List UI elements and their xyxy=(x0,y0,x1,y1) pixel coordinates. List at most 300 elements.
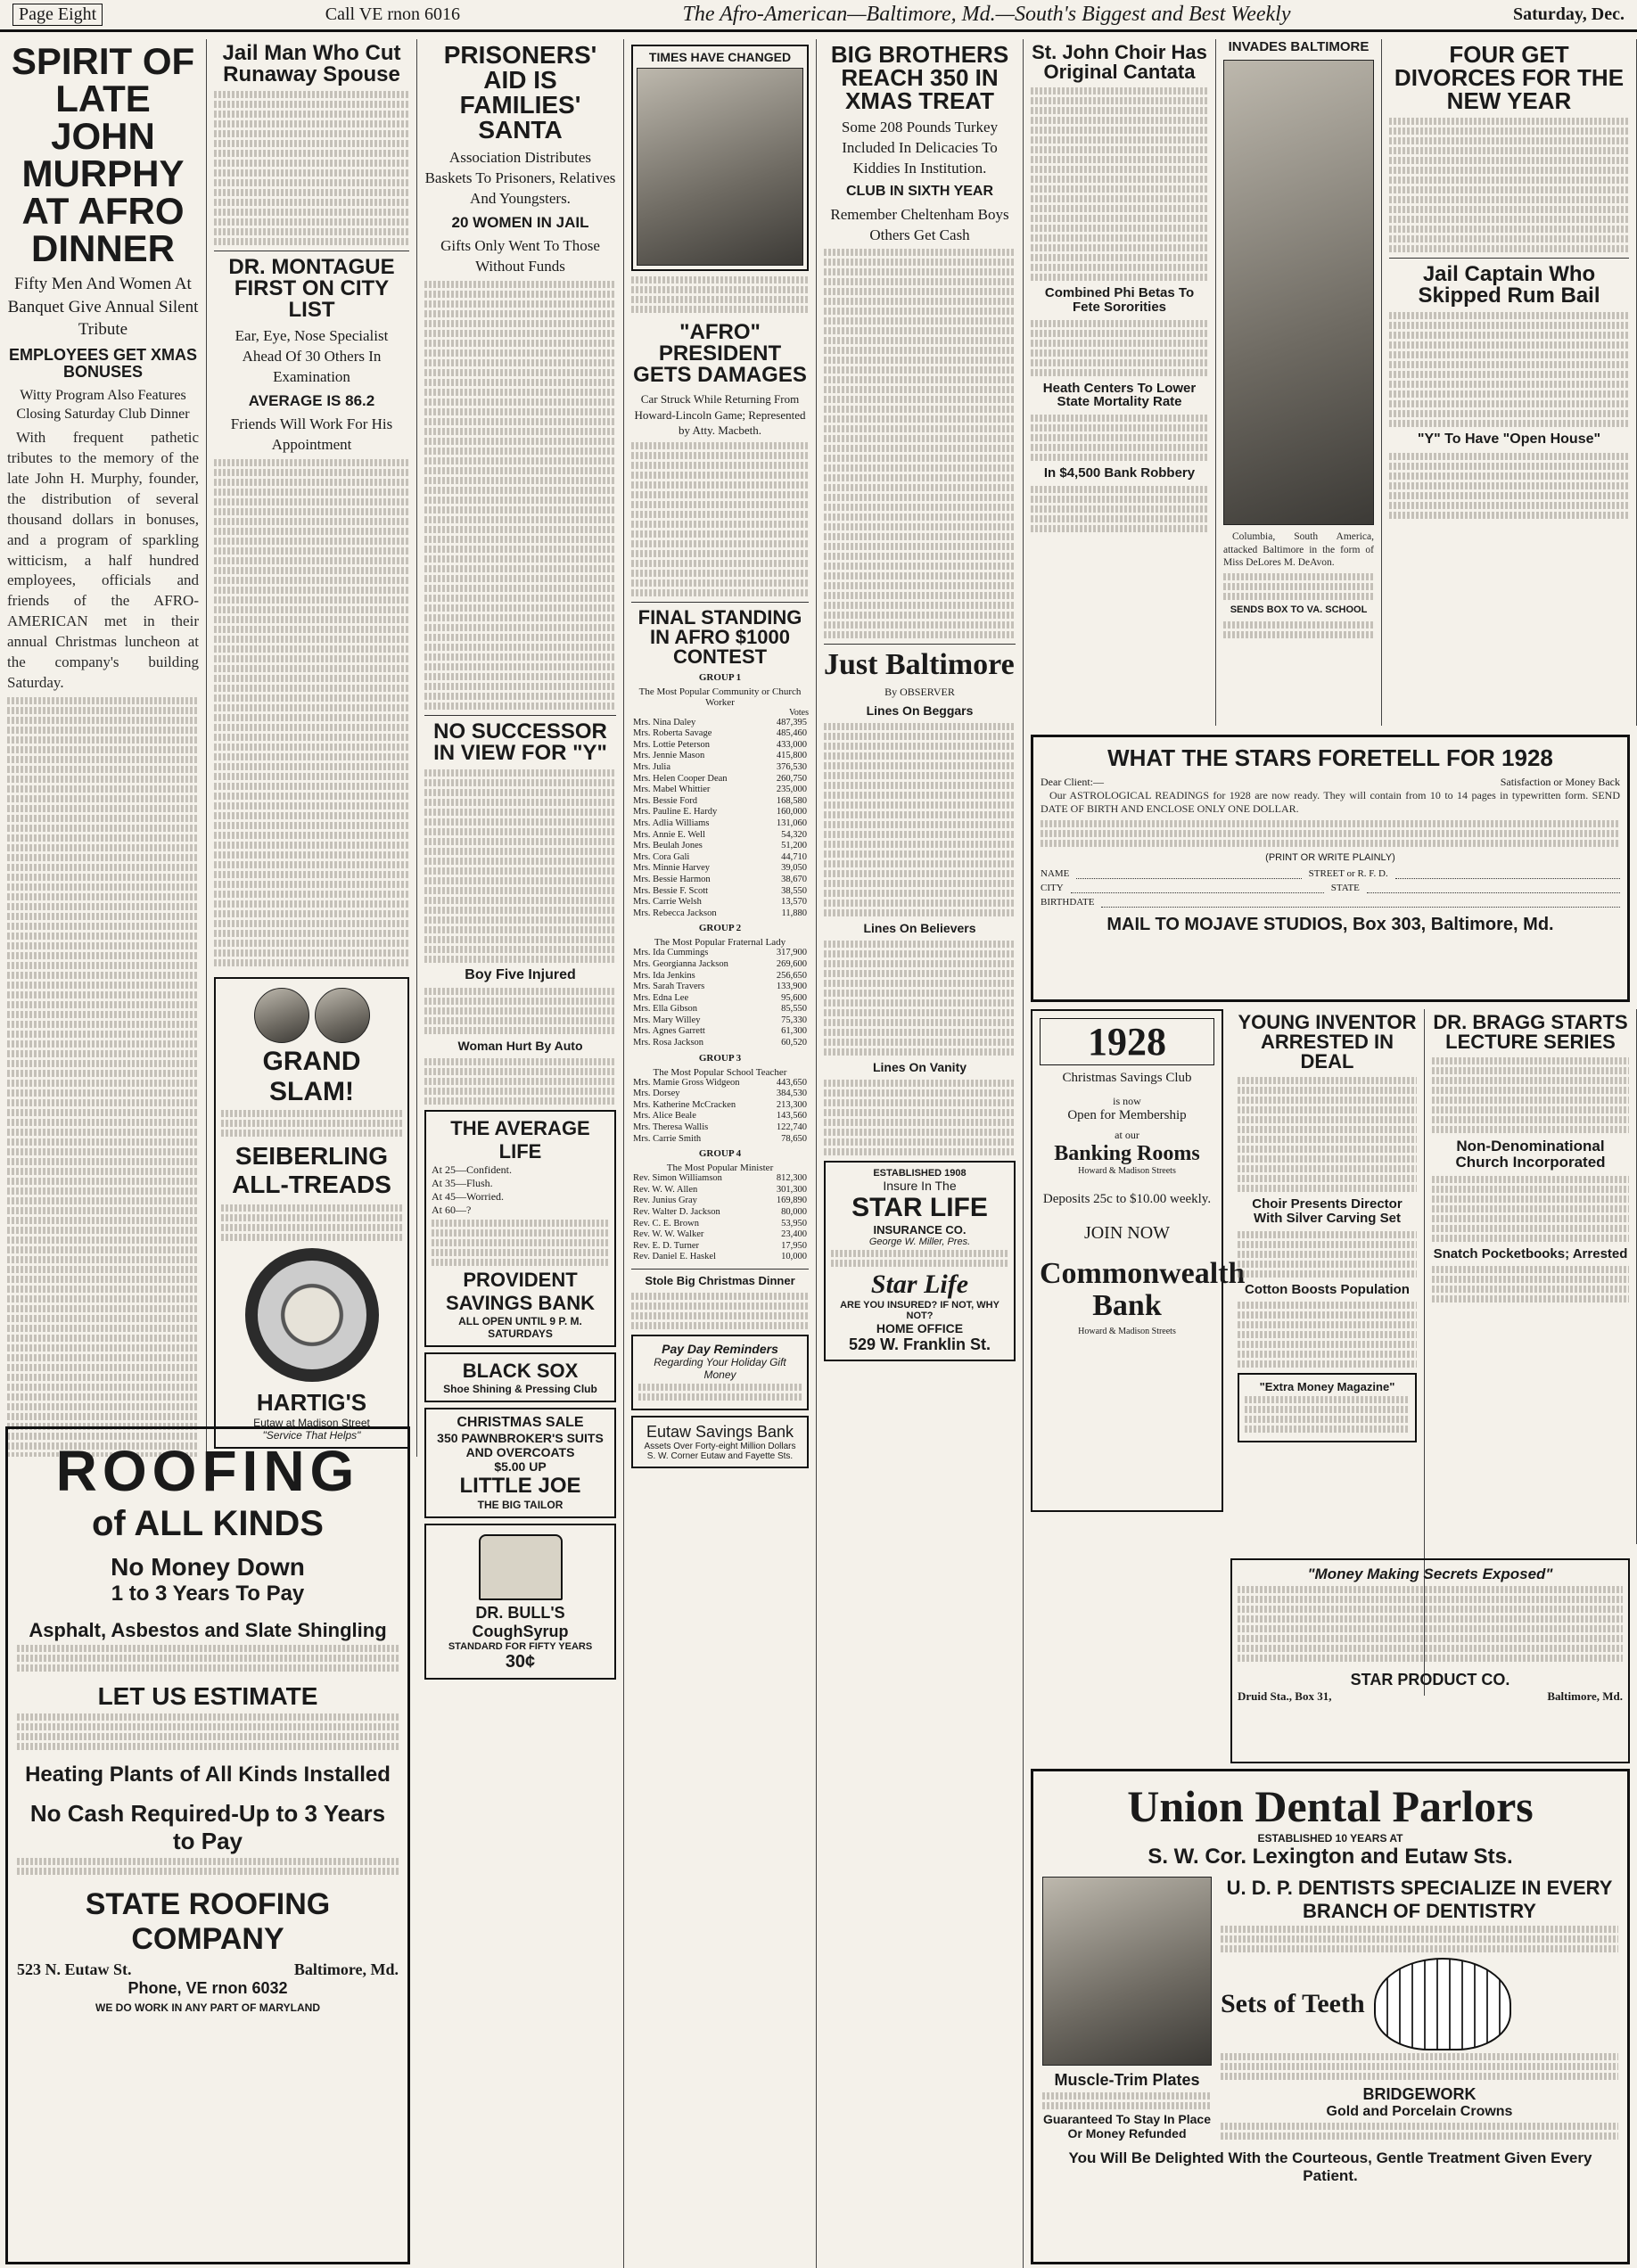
club-at-our: at our xyxy=(1115,1129,1139,1141)
votes-label: Votes xyxy=(788,707,809,718)
sub-open-house: "Y" To Have "Open House" xyxy=(1417,431,1601,447)
group1-subtitle: The Most Popular Community or Church Worker xyxy=(638,686,802,708)
magazine-title: "Extra Money Magazine" xyxy=(1259,1380,1395,1394)
page-number: Page Eight xyxy=(12,4,103,26)
club-year: 1928 xyxy=(1040,1018,1214,1065)
estimate: LET US ESTIMATE xyxy=(97,1682,318,1710)
contest-row xyxy=(631,959,809,971)
contest-row xyxy=(631,908,809,920)
gold-crowns: Gold and Porcelain Crowns xyxy=(1326,2104,1513,2119)
contest-row xyxy=(631,740,809,752)
dental-guarantee: Guaranteed To Stay In Place Or Money Refunded xyxy=(1042,2112,1212,2141)
contestant-votes: 61,300 xyxy=(781,1026,807,1037)
dental-delighted: You Will Be Delighted With the Courteous, Gentle Treatment Given Every Patient. xyxy=(1068,2149,1592,2184)
home-office: HOME OFFICE xyxy=(876,1320,964,1335)
contest-row xyxy=(631,841,809,852)
roofing-city: Baltimore, Md. xyxy=(293,1960,399,1978)
deck-afro-president: Car Struck While Returning From Howard-Lincoln Game; Represented by Atty. Macbeth. xyxy=(634,392,806,438)
contestant-votes: 10,000 xyxy=(781,1252,807,1262)
contestant-votes: 39,050 xyxy=(781,863,807,874)
contest-row xyxy=(631,971,809,982)
contest-row xyxy=(631,1038,809,1049)
contestant-votes: 131,060 xyxy=(776,818,807,828)
contestant-votes: 13,570 xyxy=(781,897,807,908)
group4-title: GROUP 4 xyxy=(698,1148,742,1160)
dental-left xyxy=(1042,1877,1212,2142)
contestant-votes: 317,900 xyxy=(776,948,807,958)
article-filler xyxy=(1432,1057,1629,1133)
sub-deck-cheltenham: Remember Cheltenham Boys Others Get Cash xyxy=(830,205,1009,243)
star-president: George W. Miller, Pres. xyxy=(868,1236,971,1247)
contestant-name: Mrs. Georgianna Jackson xyxy=(633,958,728,969)
contestant-votes: 415,800 xyxy=(776,751,807,761)
seiberling-ad[interactable] xyxy=(214,977,409,1449)
stars-body: Our ASTROLOGICAL READINGS for 1928 are now ready. They will contain from 10 to 14 pages in typewritten form. SEND DATE OF BIRTH AND ENCLOSE ONLY ONE DOLLAR. xyxy=(1041,789,1620,816)
roofing-phone: Phone, VE rnon 6032 xyxy=(128,1979,288,1997)
black-sox-title: BLACK SOX xyxy=(462,1360,579,1383)
home-address: 529 W. Franklin St. xyxy=(848,1335,991,1353)
little-joe-title: LITTLE JOE xyxy=(459,1474,581,1499)
average-life-title: THE AVERAGE LIFE xyxy=(450,1117,590,1163)
contest-row xyxy=(631,1252,809,1263)
form-street-label: STREET or R. F. D. xyxy=(1308,867,1388,879)
star-life-name: STAR LIFE xyxy=(851,1192,988,1222)
column-3 xyxy=(417,39,624,2268)
article-filler xyxy=(424,281,616,710)
contestant-votes: 168,580 xyxy=(776,795,807,806)
pay-day-sub: Regarding Your Holiday Gift Money xyxy=(654,1355,786,1381)
contestant-votes: 17,950 xyxy=(781,1240,807,1251)
contestant-votes: 376,530 xyxy=(776,762,807,773)
hartig-title: HARTIG'S xyxy=(256,1388,367,1416)
contestant-votes: 133,900 xyxy=(776,982,807,992)
contest-row xyxy=(631,852,809,864)
contestant-votes: 433,000 xyxy=(776,739,807,750)
article-filler xyxy=(214,91,409,245)
article-filler xyxy=(1389,312,1629,427)
article-filler xyxy=(1389,118,1629,252)
star-life-big: Star Life xyxy=(870,1269,969,1299)
column-6 xyxy=(1024,39,1216,726)
contestant-name: Mrs. Sarah Travers xyxy=(633,982,705,992)
contestant-votes: 53,950 xyxy=(781,1218,807,1228)
contestant-name: Mrs. Julia xyxy=(633,762,670,773)
hartig-address: Eutaw at Madison Street xyxy=(253,1416,370,1429)
contestant-votes: 85,550 xyxy=(781,1004,807,1015)
seiberling-title: SEIBERLING ALL-TREADS xyxy=(232,1141,391,1198)
roofing-company: STATE ROOFING COMPANY xyxy=(85,1887,331,1956)
provident-hours: ALL OPEN UNTIL 9 P. M. SATURDAYS xyxy=(458,1315,582,1341)
commonwealth-bank: Commonwealth Bank xyxy=(1040,1257,1246,1322)
contestant-name: Mrs. Agnes Garrett xyxy=(633,1026,705,1037)
group4-table xyxy=(631,1173,809,1263)
photo-caption: TIMES HAVE CHANGED xyxy=(648,50,792,64)
article-filler xyxy=(424,769,616,963)
contest-row xyxy=(631,897,809,908)
eutaw-bank-ad[interactable] xyxy=(631,1416,809,1468)
group1-table xyxy=(631,718,809,920)
contestant-votes: 213,300 xyxy=(776,1099,807,1110)
contestant-votes: 443,650 xyxy=(776,1077,807,1088)
headline-montague: DR. MONTAGUE FIRST ON CITY LIST xyxy=(228,255,395,322)
dentist-illustration xyxy=(1042,1877,1212,2066)
contest-row xyxy=(631,1241,809,1253)
article-filler xyxy=(824,249,1016,638)
contestant-votes: 812,300 xyxy=(776,1173,807,1184)
contestant-name: Rev. Simon Williamson xyxy=(633,1173,722,1184)
contestant-votes: 269,600 xyxy=(776,958,807,969)
contestant-votes: 44,710 xyxy=(781,851,807,862)
contest-row xyxy=(631,807,809,818)
contestant-votes: 301,300 xyxy=(776,1184,807,1195)
contest-row xyxy=(631,948,809,959)
sub-snatch: Snatch Pocketbooks; Arrested xyxy=(1433,1245,1628,1261)
contest-row xyxy=(631,1134,809,1146)
invades-caption: INVADES BALTIMORE xyxy=(1228,39,1370,54)
contest-row xyxy=(631,1004,809,1015)
headline-stole-dinner: Stole Big Christmas Dinner xyxy=(645,1273,795,1287)
sub-believers: Lines On Believers xyxy=(863,921,976,936)
sub-club-sixth: CLUB IN SIXTH YEAR xyxy=(845,183,994,199)
contestant-votes: 143,560 xyxy=(776,1111,807,1122)
contest-row xyxy=(631,886,809,898)
contest-row xyxy=(631,982,809,993)
club-open: Open for Membership xyxy=(1067,1108,1187,1122)
contest-row xyxy=(631,1089,809,1100)
sub-bank-robbery: In $4,500 Bank Robbery xyxy=(1043,465,1196,481)
contestant-votes: 485,460 xyxy=(776,728,807,739)
headline-no-successor: NO SUCCESSOR IN VIEW FOR "Y" xyxy=(433,719,607,765)
contest-row xyxy=(631,830,809,842)
contestant-votes: 487,395 xyxy=(776,717,807,727)
contestant-name: Rev. Walter D. Jackson xyxy=(633,1207,720,1218)
contest-row xyxy=(631,1196,809,1207)
contestant-name: Mrs. Rebecca Jackson xyxy=(633,908,717,918)
headline-afro-president: "AFRO" PRESIDENT GETS DAMAGES xyxy=(633,320,807,387)
contest-row xyxy=(631,785,809,796)
stars-title: WHAT THE STARS FORETELL FOR 1928 xyxy=(1107,744,1553,771)
sub-deck-gifts: Gifts Only Went To Those Without Funds xyxy=(440,236,600,275)
contestant-votes: 38,550 xyxy=(781,885,807,896)
form-birthdate-label: BIRTHDATE xyxy=(1041,896,1095,908)
grand-slam: GRAND SLAM! xyxy=(262,1046,361,1106)
money-secrets-title: "Money Making Secrets Exposed" xyxy=(1307,1565,1553,1582)
dental-established: ESTABLISHED 10 YEARS AT xyxy=(1257,1832,1403,1845)
contestant-votes: 256,650 xyxy=(776,970,807,981)
contestant-votes: 60,520 xyxy=(781,1038,807,1048)
form-city-label: CITY xyxy=(1041,882,1064,893)
contestant-name: Mrs. Beulah Jones xyxy=(633,841,703,851)
group1-title: GROUP 1 xyxy=(698,671,742,683)
contest-row xyxy=(631,1207,809,1219)
article-filler xyxy=(214,459,409,966)
contestant-name: Mrs. Ida Jenkins xyxy=(633,970,695,981)
star-question: ARE YOU INSURED? IF NOT, WHY NOT? xyxy=(840,1299,999,1321)
column-2 xyxy=(207,39,417,1457)
column-1 xyxy=(0,39,207,1457)
star-product-city: Baltimore, Md. xyxy=(1547,1689,1623,1703)
star-product-address: Druid Sta., Box 31, xyxy=(1238,1689,1332,1703)
contestant-name: Rev. E. D. Turner xyxy=(633,1240,699,1251)
form-city-field[interactable] xyxy=(1071,883,1324,893)
contestant-name: Mrs. Bessie Harmon xyxy=(633,874,711,884)
stars-dear: Dear Client:— xyxy=(1041,776,1104,788)
club-address: Howard & Madison Streets xyxy=(1078,1166,1176,1176)
club-title: Christmas Savings Club xyxy=(1062,1071,1192,1085)
roofing-address: 523 N. Eutaw St. xyxy=(17,1960,132,1978)
contestant-name: Mrs. Nina Daley xyxy=(633,717,696,727)
contestant-name: Rev. Junius Gray xyxy=(633,1196,697,1206)
article-filler xyxy=(631,442,809,596)
contestant-name: Mrs. Alice Beale xyxy=(633,1111,696,1122)
contestant-name: Mrs. Carrie Smith xyxy=(633,1133,702,1144)
phone-line: Call VE rnon 6016 xyxy=(325,4,461,24)
invades-photo-block xyxy=(1216,39,1382,726)
article-filler xyxy=(1031,87,1208,281)
form-state-field[interactable] xyxy=(1367,883,1620,893)
headline-st-john: St. John Choir Has Original Cantata xyxy=(1032,41,1207,83)
tire-icon xyxy=(245,1248,379,1382)
no-money-down: No Money Down xyxy=(111,1553,305,1581)
column-7 xyxy=(1382,39,1637,726)
club-join: JOIN NOW xyxy=(1083,1223,1171,1243)
average-life-line: At 60—? xyxy=(432,1204,472,1217)
roofing-footer: WE DO WORK IN ANY PART OF MARYLAND xyxy=(95,2001,320,2014)
cartoon-figures xyxy=(221,988,402,1043)
contestant-votes: 54,320 xyxy=(781,829,807,840)
headline-jail-man: Jail Man Who Cut Runaway Spouse xyxy=(222,41,401,86)
heating-plants: Heating Plants of All Kinds Installed xyxy=(25,1763,391,1787)
suits-price: $5.00 UP xyxy=(494,1459,547,1475)
star-life-ad[interactable] xyxy=(824,1161,1016,1361)
contestant-votes: 11,880 xyxy=(781,908,807,918)
bull-sub: STANDARD FOR FIFTY YEARS xyxy=(448,1641,593,1653)
contestant-name: Mrs. Roberta Savage xyxy=(633,728,712,739)
just-baltimore-title: Just Baltimore xyxy=(824,648,1015,682)
contest-row xyxy=(631,796,809,808)
teeth-icon xyxy=(1374,1958,1511,2050)
bottle-icon xyxy=(479,1534,563,1600)
sends-box: SENDS BOX TO VA. SCHOOL xyxy=(1230,604,1368,616)
contestant-name: Mrs. Annie E. Well xyxy=(633,829,705,840)
contestant-votes: 38,670 xyxy=(781,874,807,884)
contestant-votes: 75,330 xyxy=(781,1015,807,1025)
contest-title: FINAL STANDING IN AFRO $1000 CONTEST xyxy=(638,605,802,668)
contestant-name: Mrs. Helen Cooper Dean xyxy=(633,773,728,784)
years-to-pay: 1 to 3 Years To Pay xyxy=(111,1582,305,1606)
provident-bank-ad[interactable] xyxy=(424,1110,616,1347)
contest-row xyxy=(631,1219,809,1230)
contestant-votes: 384,530 xyxy=(776,1089,807,1099)
contestant-name: Mrs. Mamie Gross Widgeon xyxy=(633,1077,740,1088)
sub-bonuses: EMPLOYEES GET XMAS BONUSES xyxy=(8,345,198,381)
roofing-ad[interactable] xyxy=(5,1426,410,2264)
deck-friends: Friends Will Work For His Appointment xyxy=(230,415,393,453)
bridgework: BRIDGEWORK xyxy=(1362,2085,1477,2103)
group3-title: GROUP 3 xyxy=(698,1052,742,1064)
form-street-field[interactable] xyxy=(1395,868,1620,879)
contestant-name: Mrs. Ella Gibson xyxy=(633,1004,698,1015)
group3-subtitle: The Most Popular School Teacher xyxy=(653,1066,787,1078)
sub-cotton: Cotton Boosts Population xyxy=(1245,1281,1410,1297)
contestant-name: Rev. W. W. Walker xyxy=(633,1229,704,1240)
contestant-votes: 160,000 xyxy=(776,807,807,818)
contestant-votes: 122,740 xyxy=(776,1122,807,1133)
contest-row xyxy=(631,863,809,875)
star-product-title: STAR PRODUCT CO. xyxy=(1350,1671,1510,1689)
deck-prisoners: Association Distributes Baskets To Prisoners, Relatives And Youngsters. xyxy=(424,149,616,207)
article-filler xyxy=(824,941,1016,1056)
contest-row xyxy=(631,993,809,1005)
form-birthdate-field[interactable] xyxy=(1101,897,1620,908)
bull-price: 30¢ xyxy=(505,1652,536,1672)
contestant-name: Mrs. Edna Lee xyxy=(633,992,689,1003)
roofing-sub: of ALL KINDS xyxy=(92,1504,324,1543)
cough-syrup-ad[interactable] xyxy=(424,1524,616,1680)
average-score: AVERAGE IS 86.2 xyxy=(248,391,375,409)
sub-vanity: Lines On Vanity xyxy=(872,1059,967,1074)
headline-murphy: SPIRIT OF LATE JOHN MURPHY AT AFRO DINNER xyxy=(11,40,195,269)
article-filler xyxy=(824,723,1016,916)
contest-row xyxy=(631,718,809,729)
stars-print: (PRINT OR WRITE PLAINLY) xyxy=(1265,851,1395,863)
headline-divorces: FOUR GET DIVORCES FOR THE NEW YEAR xyxy=(1394,41,1625,114)
sub-deck-bonuses: Witty Program Also Features Closing Saturday Club Dinner xyxy=(16,387,190,423)
column-5 xyxy=(817,39,1024,2268)
sub-choir-director: Choir Presents Director With Silver Carving Set xyxy=(1252,1196,1403,1226)
group2-table xyxy=(631,948,809,1048)
extra-money-ad[interactable] xyxy=(1238,1373,1417,1442)
sets-of-teeth: Sets of Teeth xyxy=(1221,1989,1365,2018)
sub-boy-injured: Boy Five Injured xyxy=(465,966,576,982)
dental-ad[interactable] xyxy=(1031,1769,1630,2264)
contest-row xyxy=(631,728,809,740)
sub-beggars: Lines On Beggars xyxy=(866,703,974,719)
group4-subtitle: The Most Popular Minister xyxy=(666,1163,774,1174)
dental-specialize: U. D. P. DENTISTS SPECIALIZE IN EVERY BRANCH OF DENTISTRY xyxy=(1226,1877,1613,1922)
contestant-votes: 169,890 xyxy=(776,1196,807,1206)
contestant-name: Mrs. Bessie F. Scott xyxy=(633,885,709,896)
contestant-votes: 235,000 xyxy=(776,785,807,795)
contestant-votes: 260,750 xyxy=(776,773,807,784)
form-name-field[interactable] xyxy=(1076,868,1301,879)
sub-health-centers: Heath Centers To Lower State Mortality Rate xyxy=(1042,380,1197,410)
contestant-name: Mrs. Cora Gali xyxy=(633,851,690,862)
invades-text: Columbia, South America, attacked Baltimore in the form of Miss DeLores M. DeAvon. xyxy=(1223,531,1374,569)
little-joe-ad[interactable] xyxy=(424,1408,616,1518)
little-joe-sub: THE BIG TAILOR xyxy=(477,1499,563,1512)
star-company: INSURANCE CO. xyxy=(873,1222,967,1237)
form-state-label: STATE xyxy=(1330,882,1360,893)
dental-right xyxy=(1221,1877,1618,2142)
article-filler xyxy=(1238,1077,1417,1192)
headline-inventor: YOUNG INVENTOR ARRESTED IN DEAL xyxy=(1238,1011,1417,1072)
xmas-sale: CHRISTMAS SALE xyxy=(457,1415,584,1431)
bragg-column xyxy=(1425,1009,1637,1544)
pay-day-box xyxy=(631,1335,809,1410)
contestant-name: Mrs. Minnie Harvey xyxy=(633,863,711,874)
eutaw-address: S. W. Corner Eutaw and Fayette Sts. xyxy=(646,1450,794,1461)
dental-address: S. W. Cor. Lexington and Eutaw Sts. xyxy=(1148,1845,1513,1869)
woman-portrait xyxy=(1223,60,1374,525)
byline: By OBSERVER xyxy=(884,686,955,699)
star-insure: Insure In The xyxy=(883,1178,957,1193)
contest-row xyxy=(631,1122,809,1134)
star-established: ESTABLISHED 1908 xyxy=(873,1167,967,1179)
contest-row xyxy=(631,762,809,774)
contest-row xyxy=(631,1078,809,1089)
no-cash: No Cash Required-Up to 3 Years to Pay xyxy=(29,1800,386,1854)
contest-row xyxy=(631,875,809,886)
group2-subtitle: The Most Popular Fraternal Lady xyxy=(654,937,786,949)
contestant-name: Rev. Daniel E. Haskel xyxy=(633,1252,716,1262)
hartig-slogan: "Service That Helps" xyxy=(262,1428,361,1442)
black-sox-ad[interactable] xyxy=(424,1352,616,1402)
contest-row xyxy=(631,1185,809,1196)
contestant-name: Mrs. Lottie Peterson xyxy=(633,739,711,750)
form-name-label: NAME xyxy=(1041,867,1070,879)
article-filler xyxy=(824,1080,1016,1155)
contestant-name: Rev. W. W. Allen xyxy=(633,1184,698,1195)
contest-row xyxy=(631,1111,809,1122)
headline-prisoners-aid: PRISONERS' AID IS FAMILIES' SANTA xyxy=(443,41,597,144)
contest-row xyxy=(631,1026,809,1038)
paper-title: The Afro-American—Baltimore, Md.—South's Biggest and Best Weekly xyxy=(682,3,1291,26)
lead-paragraph: With frequent pathetic tributes to the memory of the late John H. Murphy, founder, the distribution of several thousand dollars in bonuses, and a program of sparkling witticism, a half hundred employees, officials and friends of the AFRO-AMERICAN met in their annual Christmas luncheon at the company's building Saturday. xyxy=(7,428,199,692)
contest-row xyxy=(631,1173,809,1185)
contestant-name: Mrs. Carrie Welsh xyxy=(633,897,702,908)
dental-title: Union Dental Parlors xyxy=(1127,1781,1534,1831)
average-life-line: At 35—Flush. xyxy=(432,1177,493,1190)
savings-club-ad[interactable] xyxy=(1031,1009,1246,1512)
contestant-votes: 95,600 xyxy=(781,992,807,1003)
club-is-now: is now xyxy=(1113,1095,1141,1107)
contestant-name: Mrs. Mabel Whittier xyxy=(633,785,711,795)
eutaw-title: Eutaw Savings Bank xyxy=(646,1422,794,1441)
contestant-votes: 51,200 xyxy=(781,841,807,851)
portrait-photo xyxy=(637,68,803,266)
contestant-votes: 23,400 xyxy=(781,1229,807,1240)
sub-women-jail: 20 WOMEN IN JAIL xyxy=(451,213,589,231)
sub-phi-betas: Combined Phi Betas To Fete Sororities xyxy=(1044,285,1195,315)
contestant-name: Mrs. Dorsey xyxy=(633,1089,680,1099)
bull-title: DR. BULL'S CoughSyrup xyxy=(472,1604,569,1641)
average-life-line: At 45—Worried. xyxy=(432,1190,505,1204)
group2-title: GROUP 2 xyxy=(698,923,742,934)
contestant-name: Rev. C. E. Brown xyxy=(633,1218,699,1228)
eutaw-sub: Assets Over Forty-eight Million Dollars xyxy=(644,1441,796,1451)
group3-table xyxy=(631,1078,809,1146)
contestant-name: Mrs. Jennie Mason xyxy=(633,751,705,761)
deck-murphy: Fifty Men And Women At Banquet Give Annual Silent Tribute xyxy=(7,275,199,340)
average-life-line: At 25—Confident. xyxy=(432,1163,512,1177)
sub-woman-hurt: Woman Hurt By Auto xyxy=(457,1039,583,1054)
contestant-votes: 80,000 xyxy=(781,1207,807,1218)
stars-ad[interactable] xyxy=(1031,735,1630,1002)
money-secrets-ad[interactable] xyxy=(1230,1558,1630,1763)
times-changed-photo xyxy=(631,45,809,271)
deck-montague: Ear, Eye, Nose Specialist Ahead Of 30 Others In Examination xyxy=(234,327,389,385)
contestant-name: Mrs. Katherine McCracken xyxy=(633,1099,736,1110)
article-filler xyxy=(1389,453,1629,519)
stars-mail: MAIL TO MOJAVE STUDIOS, Box 303, Baltimore, Md. xyxy=(1106,914,1554,934)
contestant-name: Mrs. Pauline E. Hardy xyxy=(633,807,718,818)
contest-row xyxy=(631,774,809,785)
black-sox-sub: Shoe Shining & Pressing Club xyxy=(443,1383,597,1396)
contestant-name: Mrs. Bessie Ford xyxy=(633,795,698,806)
contest-row xyxy=(631,751,809,762)
contestant-name: Mrs. Adlia Williams xyxy=(633,818,710,828)
